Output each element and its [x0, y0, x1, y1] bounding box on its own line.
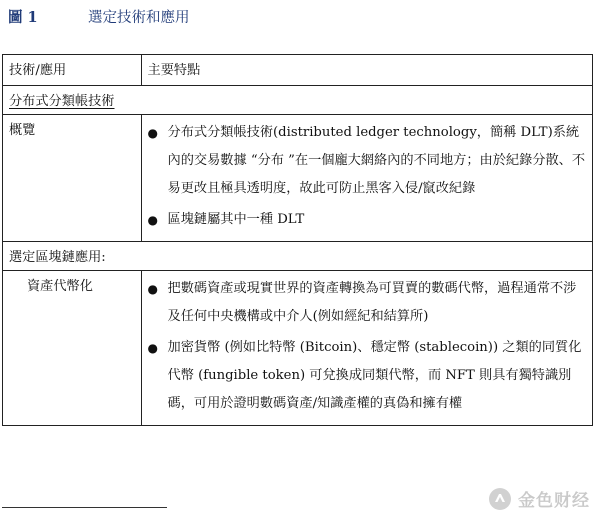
bullet-text: 分布式分類帳技術(distributed ledger technology，簡稱 DLT)系統內的交易數據 “分布 ”在一個龐大網絡內的不同地方；由於紀錄分散、不易更改且極具透明度，故此可防止黑客入侵/竄改紀錄	[167, 125, 586, 196]
figure-title: 選定技術和應用	[88, 9, 190, 26]
bullet-icon: ●	[147, 341, 159, 355]
section-title-dlt-wrap	[3, 86, 592, 114]
golden-finance-logo-icon	[488, 487, 512, 511]
section-row-blockchain	[3, 242, 593, 271]
bullet-text: 加密貨幣 (例如比特幣 (Bitcoin)、穩定幣 (stablecoin)) 之類的同質化代幣 (fungible token) 可兌換成同類代幣，而 NFT 則具有獨特識別碼，可用於證明數碼資產/知識產權的真偽和擁有權	[167, 340, 582, 411]
table-row-tokenization	[3, 271, 593, 426]
header-cell-technology	[3, 55, 142, 86]
list-item	[142, 334, 586, 418]
bullet-text: 區塊鏈屬其中一種 DLT	[167, 212, 305, 227]
header-label-technology: 技術/應用	[9, 63, 67, 78]
section-row-dlt	[3, 86, 593, 115]
row-label-tokenization: 資產代幣化	[27, 279, 93, 294]
bullet-icon: ●	[147, 282, 159, 296]
list-item	[142, 275, 586, 331]
header-label-features: 主要特點	[147, 63, 201, 78]
footnote-divider	[2, 507, 167, 508]
row-label-cell-overview	[3, 115, 142, 242]
bullet-list-overview	[142, 115, 592, 241]
row-content-cell-tokenization	[141, 271, 592, 426]
figure-number: 圖 1	[8, 8, 38, 26]
row-content-cell-overview	[141, 115, 592, 242]
technology-table	[2, 54, 593, 426]
list-item	[142, 206, 586, 234]
section-title-blockchain: 選定區塊鏈應用:	[9, 250, 106, 265]
bullet-icon: ●	[147, 213, 159, 227]
header-cell-features	[141, 55, 592, 86]
bullet-icon: ●	[147, 126, 159, 140]
list-item	[142, 119, 586, 203]
watermark	[488, 486, 590, 511]
section-cell-blockchain	[3, 242, 593, 271]
table-row-overview	[3, 115, 593, 242]
row-label-cell-tokenization	[3, 271, 142, 426]
table-header-row	[3, 55, 593, 86]
bullet-list-tokenization	[142, 271, 592, 425]
bullet-text: 把數碼資產或現實世界的資產轉換為可買賣的數碼代幣，過程通常不涉及任何中央機構或中介人(例如經紀和結算所)	[167, 281, 577, 324]
watermark-text: 金色财经	[518, 491, 590, 511]
section-title-dlt: 分布式分類帳技術	[9, 94, 115, 109]
row-label-overview: 概覽	[9, 123, 36, 138]
figure-caption	[8, 5, 190, 27]
section-cell-dlt	[3, 86, 593, 115]
